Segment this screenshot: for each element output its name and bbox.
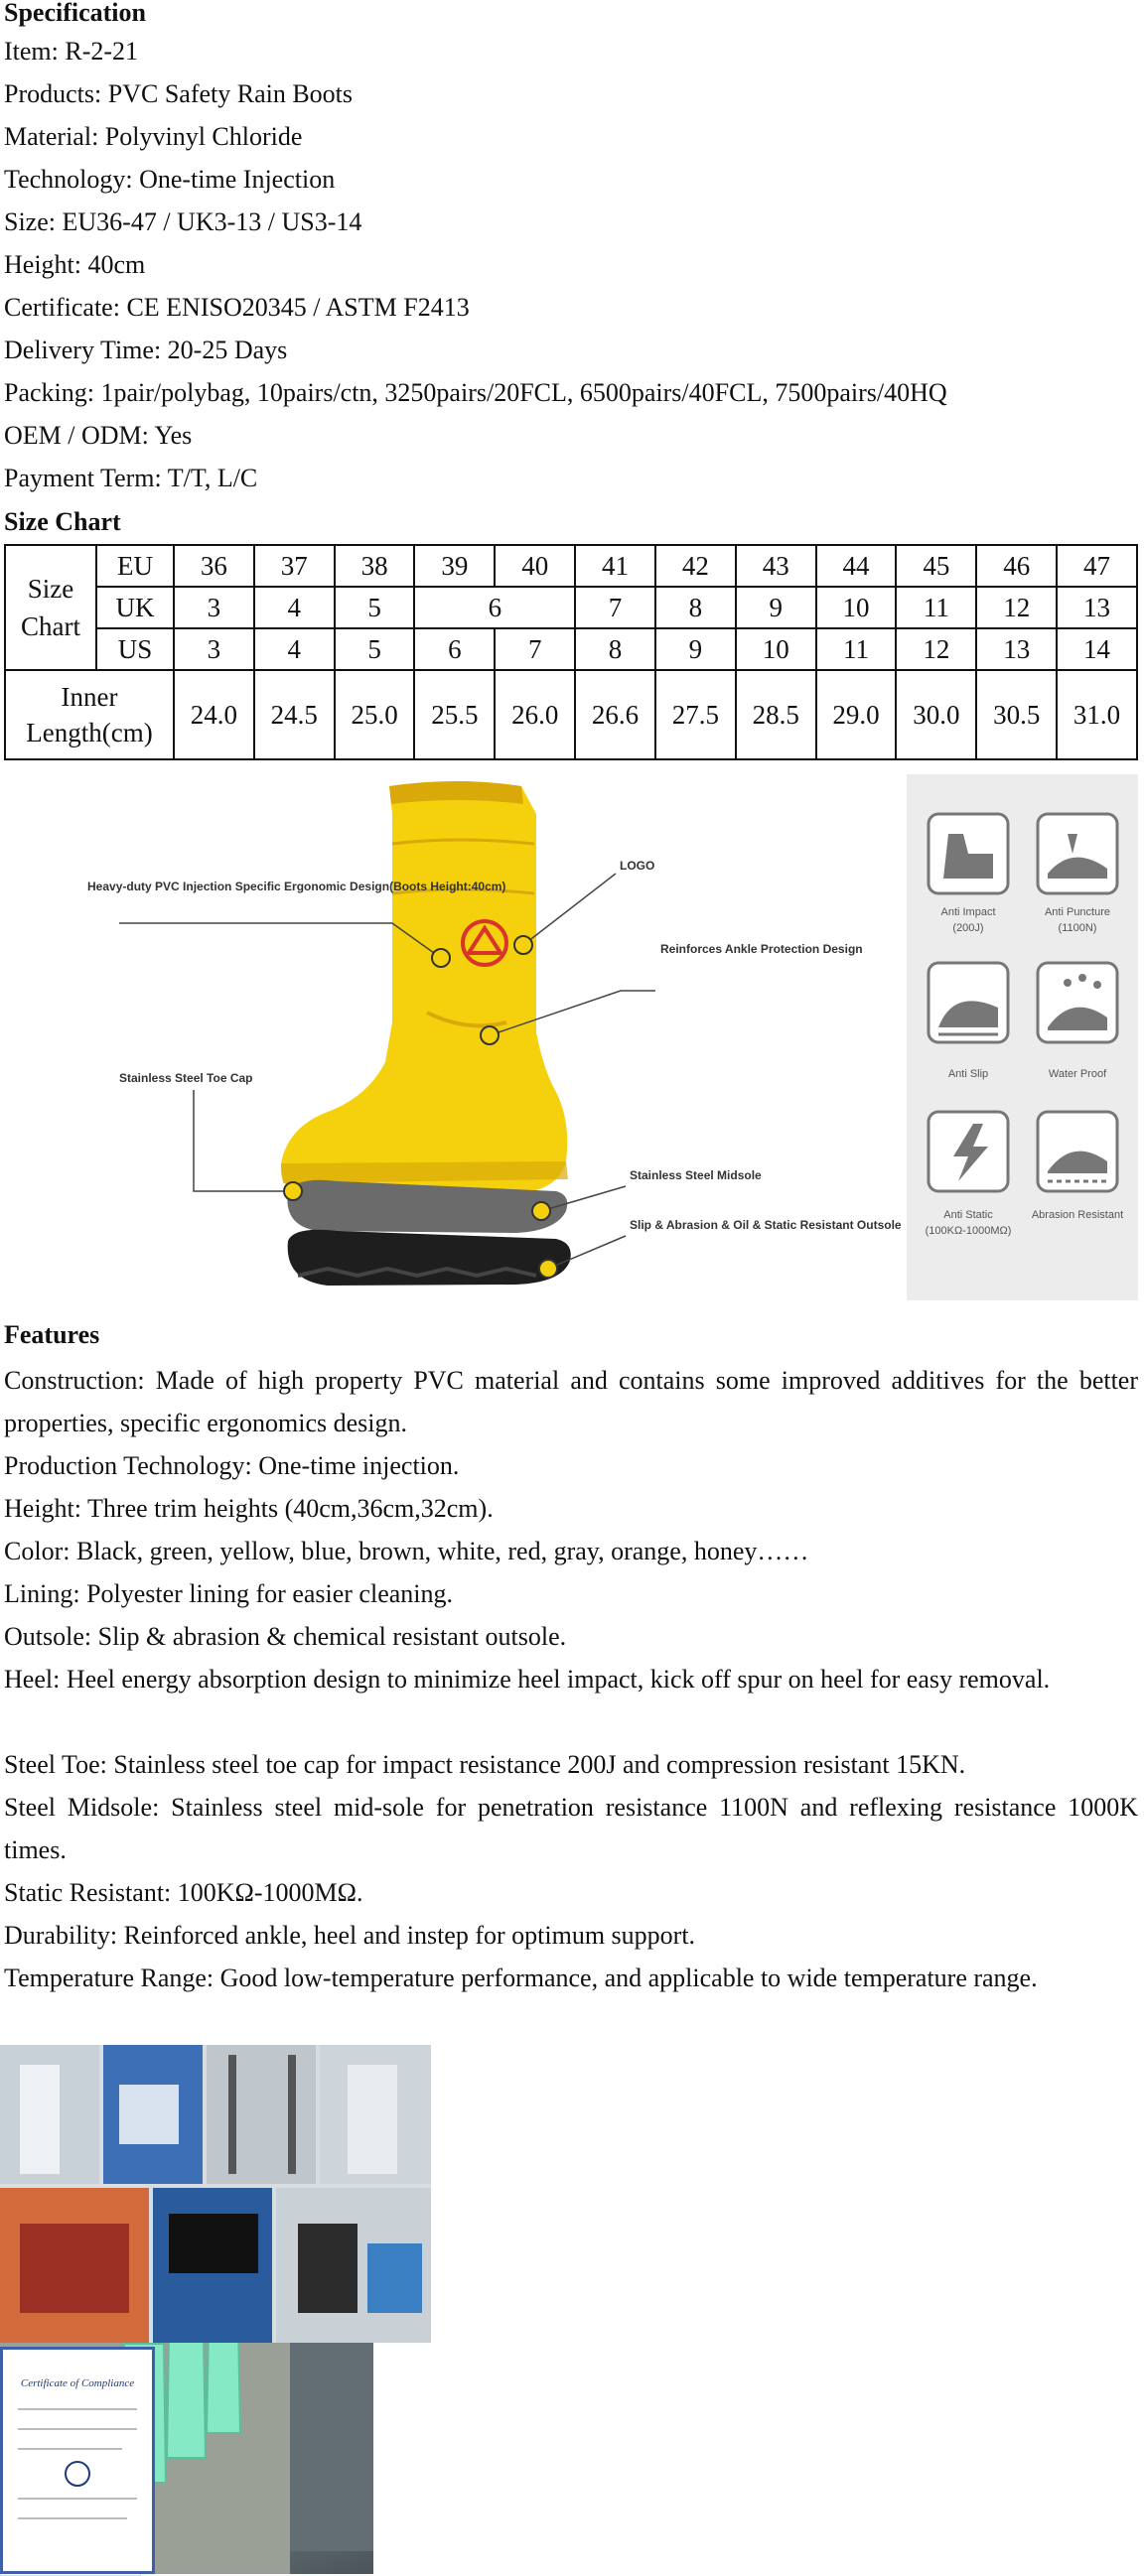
- lab-equipment-photo: [0, 2045, 431, 2343]
- us-cell: 3: [174, 628, 254, 670]
- us-cell: 6: [414, 628, 495, 670]
- icon-sublabel: (1100N): [1058, 922, 1097, 934]
- spec-certificate: Certificate: CE ENISO20345 / ASTM F2413: [4, 293, 470, 322]
- inner-length-cell: 25.0: [335, 670, 415, 759]
- size-chart-table: [4, 544, 1138, 760]
- table-row-us: [5, 628, 1137, 670]
- callout-outsole-text: Slip & Abrasion & Oil & Static Resistant Outsole: [630, 1218, 902, 1232]
- icon-label: Abrasion Resistant: [1031, 1209, 1124, 1221]
- icon-label: Water Proof: [1048, 1068, 1107, 1080]
- yellow-boot-illustration: [281, 781, 568, 1196]
- feature-static-resistant: Static Resistant: 100KΩ-1000MΩ.: [4, 1878, 363, 1907]
- spec-packing: Packing: 1pair/polybag, 10pairs/ctn, 3250pairs/20FCL, 6500pairs/40FCL, 7500pairs/40HQ: [4, 378, 947, 407]
- table-row-eu: [5, 545, 1137, 587]
- feature-lining: Lining: Polyester lining for easier cleaning.: [4, 1579, 454, 1608]
- spec-item: Item: R-2-21: [4, 37, 139, 66]
- table-row-uk: [5, 587, 1137, 628]
- eu-cell: 40: [495, 545, 575, 587]
- us-cell: 9: [655, 628, 736, 670]
- inner-length-cell: 25.5: [414, 670, 495, 759]
- feature-steel-toe: Steel Toe: Stainless steel toe cap for impact resistance 200J and compression resistant 15KN.: [4, 1750, 966, 1779]
- inner-length-cell: 24.0: [174, 670, 254, 759]
- eu-cell: 44: [816, 545, 897, 587]
- eu-cell: 42: [655, 545, 736, 587]
- uk-cell: 13: [1057, 587, 1137, 628]
- icon-label: Anti Impact: [940, 906, 996, 918]
- feature-steel-midsole: Steel Midsole: Stainless steel mid-sole for penetration resistance 1100N and reflexing resistance 1000K times.: [4, 1793, 1139, 1864]
- eu-cell: 39: [414, 545, 495, 587]
- inner-length-cell: 29.0: [816, 670, 897, 759]
- uk-cell: 11: [896, 587, 976, 628]
- eu-cell: 38: [335, 545, 415, 587]
- uk-cell: 6: [414, 587, 575, 628]
- spec-height: Height: 40cm: [4, 250, 146, 279]
- uk-cell: 3: [174, 587, 254, 628]
- icon-sublabel: (200J): [952, 922, 984, 934]
- spec-material: Material: Polyvinyl Chloride: [4, 122, 303, 151]
- inner-length-cell: 31.0: [1057, 670, 1137, 759]
- certificate-of-compliance-image: [0, 2347, 155, 2574]
- feature-outsole: Outsole: Slip & abrasion & chemical resistant outsole.: [4, 1622, 567, 1651]
- spec-products: Products: PVC Safety Rain Boots: [4, 79, 354, 108]
- feature-heel: Heel: Heel energy absorption design to minimize heel impact, kick off spur on heel for easy removal.: [4, 1665, 1051, 1694]
- us-cell: 13: [976, 628, 1057, 670]
- eu-cell: 37: [254, 545, 335, 587]
- eu-cell: 43: [736, 545, 816, 587]
- size-chart-title: Size Chart: [4, 507, 121, 536]
- feature-durability: Durability: Reinforced ankle, heel and instep for optimum support.: [4, 1921, 696, 1950]
- icon-sublabel: (100KΩ-1000MΩ): [925, 1225, 1012, 1237]
- uk-cell: 5: [335, 587, 415, 628]
- callout-ergonomic-text: Heavy-duty PVC Injection Specific Ergonomic Design(Boots Height:40cm): [87, 880, 506, 893]
- feature-production-technology: Production Technology: One-time injection.: [4, 1451, 460, 1480]
- us-cell: 11: [816, 628, 897, 670]
- us-cell: 10: [736, 628, 816, 670]
- uk-cell: 10: [816, 587, 897, 628]
- feature-temperature-range: Temperature Range: Good low-temperature performance, and applicable to wide temperature range.: [4, 1964, 1038, 1992]
- feature-construction: Construction: Made of high property PVC material and contains some improved additives for the better properties, specific ergonomics design.: [4, 1366, 1138, 1437]
- features-title: Features: [4, 1320, 100, 1349]
- icon-label: Anti Puncture: [1044, 906, 1111, 918]
- uk-cell: 12: [976, 587, 1057, 628]
- icon-label: Anti Slip: [947, 1068, 989, 1080]
- uk-cell: 9: [736, 587, 816, 628]
- us-cell: 12: [896, 628, 976, 670]
- boot-infographic: [0, 774, 1144, 1300]
- inner-length-cell: 24.5: [254, 670, 335, 759]
- inner-length-cell: 27.5: [655, 670, 736, 759]
- eu-cell: 36: [174, 545, 254, 587]
- us-cell: 4: [254, 628, 335, 670]
- system-label-uk: UK: [96, 587, 174, 628]
- table-row-inner-length: [5, 670, 1137, 759]
- us-cell: 14: [1057, 628, 1137, 670]
- eu-cell: 45: [896, 545, 976, 587]
- size-chart-row-header: Size Chart: [5, 545, 96, 670]
- us-cell: 7: [495, 628, 575, 670]
- callout-toe-cap-text: Stainless Steel Toe Cap: [119, 1071, 253, 1085]
- outsole-shape: [288, 1230, 571, 1286]
- system-label-us: US: [96, 628, 174, 670]
- inner-length-cell: 26.0: [495, 670, 575, 759]
- inner-length-cell: 30.5: [976, 670, 1057, 759]
- anti-puncture-icon: [1038, 814, 1117, 934]
- specification-title: Specification: [4, 0, 146, 27]
- callout-logo-text: LOGO: [620, 859, 655, 873]
- callout-ankle-text: Reinforces Ankle Protection Design: [660, 942, 863, 956]
- feature-height: Height: Three trim heights (40cm,36cm,32cm).: [4, 1494, 494, 1523]
- eu-cell: 46: [976, 545, 1057, 587]
- spec-size: Size: EU36-47 / UK3-13 / US3-14: [4, 207, 362, 236]
- callout-midsole-text: Stainless Steel Midsole: [630, 1168, 762, 1182]
- uk-cell: 7: [575, 587, 655, 628]
- inner-length-label: Inner Length(cm): [5, 670, 174, 759]
- spec-delivery-time: Delivery Time: 20-25 Days: [4, 336, 288, 364]
- inner-length-cell: 30.0: [896, 670, 976, 759]
- icon-label: Anti Static: [943, 1209, 993, 1221]
- eu-cell: 41: [575, 545, 655, 587]
- inner-length-cell: 26.6: [575, 670, 655, 759]
- uk-cell: 8: [655, 587, 736, 628]
- spec-technology: Technology: One-time Injection: [4, 165, 336, 194]
- spec-oem-odm: OEM / ODM: Yes: [4, 421, 193, 450]
- compliance-certificate-title: Certificate of Compliance: [20, 2377, 135, 2389]
- eu-cell: 47: [1057, 545, 1137, 587]
- inner-length-cell: 28.5: [736, 670, 816, 759]
- system-label-eu: EU: [96, 545, 174, 587]
- spec-payment-term: Payment Term: T/T, L/C: [4, 464, 258, 492]
- us-cell: 5: [335, 628, 415, 670]
- uk-cell: 4: [254, 587, 335, 628]
- feature-color: Color: Black, green, yellow, blue, brown, white, red, gray, orange, honey……: [4, 1537, 809, 1565]
- us-cell: 8: [575, 628, 655, 670]
